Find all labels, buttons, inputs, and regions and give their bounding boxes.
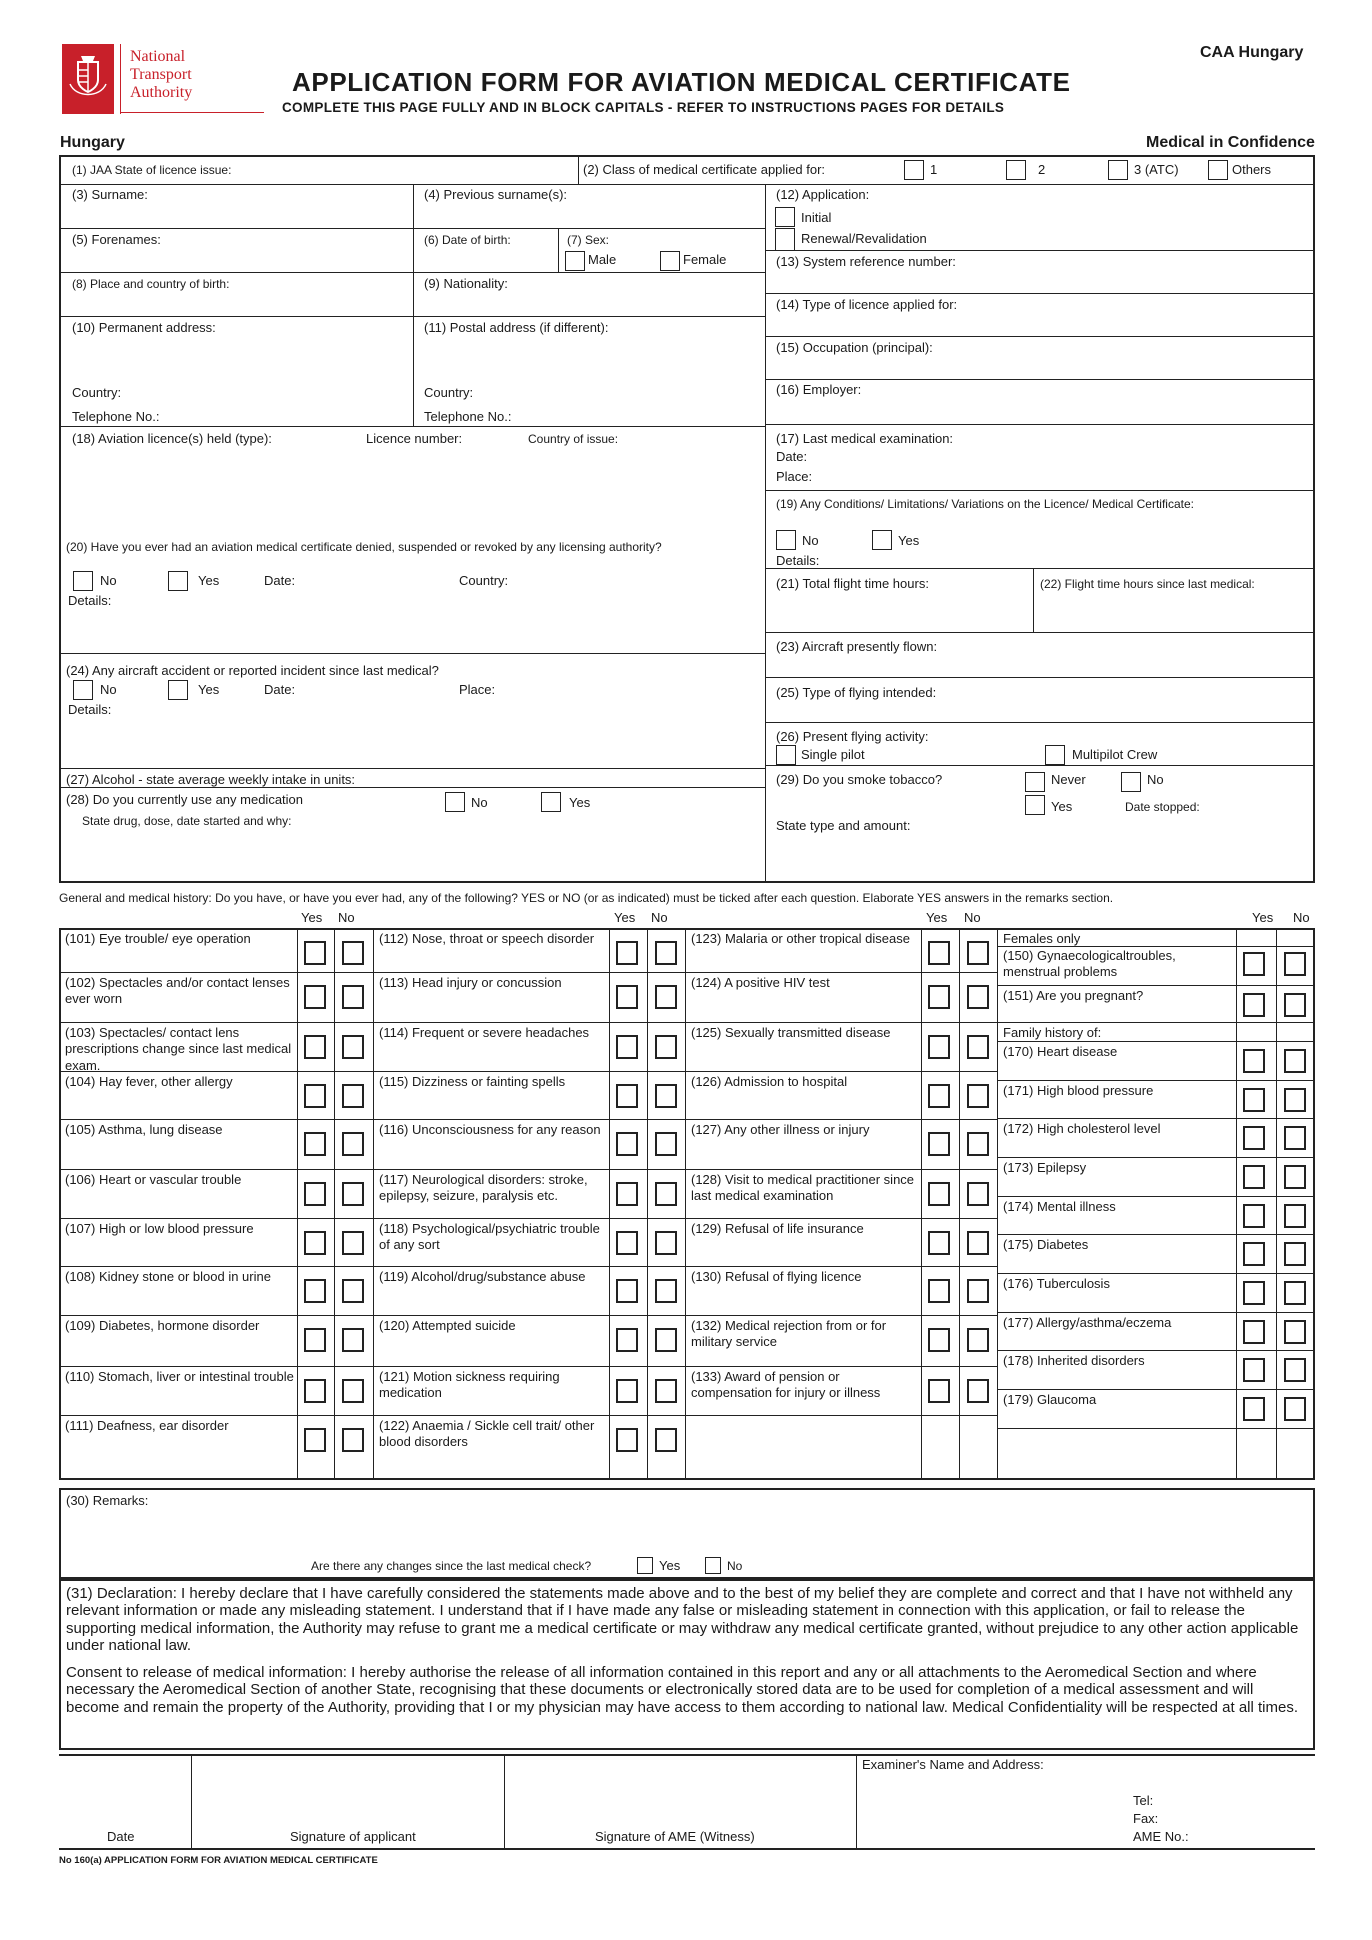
field-21-label: (21) Total flight time hours: [776, 576, 929, 591]
class-others-label: Others [1232, 162, 1272, 177]
grid-line [297, 928, 298, 1480]
col1-item: (109) Diabetes, hormone disorder [65, 1318, 260, 1333]
q150-label: (150) Gynaecologicaltroubles, menstrual problems [1003, 948, 1176, 980]
col2-item: (119) Alcohol/drug/substance abuse [379, 1269, 586, 1284]
col2-item: (113) Head injury or concussion [379, 975, 562, 990]
grid-line [997, 1118, 1315, 1119]
q20-date-label: Date: [264, 573, 296, 588]
class-1-checkbox[interactable] [904, 160, 924, 180]
grid-line [59, 1266, 997, 1267]
family-no-checkbox[interactable] [1284, 1320, 1306, 1344]
field-18-label: (18) Aviation licence(s) held (type): [72, 431, 272, 446]
history-no-checkbox[interactable] [967, 985, 989, 1009]
history-yes-checkbox[interactable] [928, 1182, 950, 1206]
q19-details-label: Details: [776, 553, 820, 568]
history-yes-checkbox[interactable] [928, 1132, 950, 1156]
grid-line [373, 928, 374, 1480]
history-no-checkbox[interactable] [655, 1328, 677, 1352]
family-history-item: (178) Inherited disorders [1003, 1353, 1145, 1368]
logo-text-line2: Transport [130, 66, 192, 83]
q24-details-label: Details: [68, 702, 112, 717]
col3-item: (132) Medical rejection from or for military service [691, 1318, 887, 1350]
q24-no-checkbox[interactable] [73, 680, 93, 700]
class-3-label: 3 (ATC) [1134, 162, 1179, 177]
q19-no-label: No [802, 533, 819, 548]
field-15-label: (15) Occupation (principal): [776, 340, 933, 355]
family-no-checkbox[interactable] [1284, 1242, 1306, 1266]
grid-line [334, 928, 335, 1480]
history-yes-checkbox[interactable] [304, 1379, 326, 1403]
field-4-label: (4) Previous surname(s): [424, 187, 568, 202]
col2-item: (120) Attempted suicide [379, 1318, 516, 1333]
examiner-tel-label: Tel: [1133, 1793, 1154, 1808]
col3-item: (127) Any other illness or injury [691, 1122, 870, 1137]
history-no-checkbox[interactable] [342, 1035, 364, 1059]
q20-details-label: Details: [68, 593, 112, 608]
field-11-label: (11) Postal address (if different): [424, 320, 609, 335]
field-20-label: (20) Have you ever had an aviation medical certificate denied, suspended or revoked by any licensing authority? [66, 540, 662, 554]
col1-item: (101) Eye trouble/ eye operation [65, 931, 251, 946]
col3-item: (126) Admission to hospital [691, 1074, 848, 1089]
single-pilot-label: Single pilot [801, 747, 865, 762]
col2-item: (117) Neurological disorders: stroke, epilepsy, seizure, paralysis etc. [379, 1172, 588, 1204]
field-22-label: (22) Flight time hours since last medical: [1040, 577, 1255, 591]
grid-line [59, 1218, 997, 1219]
history-yes-checkbox[interactable] [616, 941, 638, 965]
history-no-checkbox[interactable] [967, 1132, 989, 1156]
field-19-label: (19) Any Conditions/ Limitations/ Variations on the Licence/ Medical Certificate: [776, 497, 1194, 511]
history-yes-checkbox[interactable] [928, 941, 950, 965]
history-no-checkbox[interactable] [655, 1084, 677, 1108]
q19-no-checkbox[interactable] [776, 530, 796, 550]
application-initial-checkbox[interactable] [775, 207, 795, 227]
history-no-checkbox[interactable] [967, 1328, 989, 1352]
field-8-label: (8) Place and country of birth: [72, 277, 230, 291]
family-no-checkbox[interactable] [1284, 1126, 1306, 1150]
q20-no-checkbox[interactable] [73, 571, 93, 591]
yes-header-3: Yes [926, 910, 948, 925]
col1-item: (108) Kidney stone or blood in urine [65, 1269, 271, 1284]
field-25-label: (25) Type of flying intended: [776, 685, 937, 700]
remarks-section [59, 1488, 1315, 1579]
grid-line [997, 946, 1315, 947]
postal-phone-label: Telephone No.: [424, 409, 512, 424]
logo [62, 44, 264, 114]
ame-signature-label: Signature of AME (Witness) [595, 1829, 755, 1844]
field-26-label: (26) Present flying activity: [776, 729, 929, 744]
history-yes-checkbox[interactable] [616, 1182, 638, 1206]
licence-number-label: Licence number: [366, 431, 463, 446]
col1-item: (102) Spectacles and/or contact lenses ever worn [65, 975, 290, 1007]
q20-no-label: No [100, 573, 117, 588]
grid-line [997, 1312, 1315, 1313]
grid-line [997, 1080, 1315, 1081]
history-no-checkbox[interactable] [655, 1428, 677, 1452]
form-subtitle: COMPLETE THIS PAGE FULLY AND IN BLOCK CAPITALS - REFER TO INSTRUCTIONS PAGES FOR DETAILS [282, 100, 1005, 115]
q151-label: (151) Are you pregnant? [1003, 988, 1144, 1003]
application-initial-label: Initial [801, 210, 832, 225]
smoke-yes-checkbox[interactable] [1025, 795, 1045, 815]
family-yes-checkbox[interactable] [1243, 1397, 1265, 1421]
q24-no-label: No [100, 682, 117, 697]
history-no-checkbox[interactable] [655, 1231, 677, 1255]
q150-no-checkbox[interactable] [1284, 952, 1306, 976]
field-6-label: (6) Date of birth: [424, 233, 511, 247]
smoke-type-label: State type and amount: [776, 818, 911, 833]
family-no-checkbox[interactable] [1284, 1088, 1306, 1112]
field-29-label: (29) Do you smoke tobacco? [776, 772, 943, 787]
grid-line [997, 928, 998, 1480]
grid-line [685, 928, 686, 1480]
grid-line [59, 1415, 997, 1416]
q28-no-label: No [471, 795, 488, 810]
history-yes-checkbox[interactable] [304, 1035, 326, 1059]
history-no-checkbox[interactable] [342, 1182, 364, 1206]
field-28-label: (28) Do you currently use any medication [66, 792, 304, 807]
col2-item: (116) Unconsciousness for any reason [379, 1122, 601, 1137]
history-no-checkbox[interactable] [967, 1084, 989, 1108]
class-2-checkbox[interactable] [1006, 160, 1026, 180]
q28-yes-label: Yes [569, 795, 591, 810]
col3-item: (130) Refusal of flying licence [691, 1269, 862, 1284]
grid-line [921, 928, 922, 1480]
q151-no-checkbox[interactable] [1284, 993, 1306, 1017]
q151-yes-checkbox[interactable] [1243, 993, 1265, 1017]
class-others-checkbox[interactable] [1208, 160, 1228, 180]
sex-male-label: Male [588, 252, 617, 267]
family-no-checkbox[interactable] [1284, 1397, 1306, 1421]
history-no-checkbox[interactable] [967, 1379, 989, 1403]
col3-item: (129) Refusal of life insurance [691, 1221, 864, 1236]
history-no-checkbox[interactable] [967, 1035, 989, 1059]
col2-item: (118) Psychological/psychiatric trouble of any sort [379, 1221, 600, 1253]
grid-line [59, 1169, 997, 1170]
history-yes-checkbox[interactable] [304, 1132, 326, 1156]
permanent-phone-label: Telephone No.: [72, 409, 160, 424]
logo-text-line3: Authority [130, 84, 193, 101]
sex-female-checkbox[interactable] [660, 251, 680, 271]
grid-line [647, 928, 648, 1480]
date-stopped-label: Date stopped: [1125, 800, 1200, 814]
history-yes-checkbox[interactable] [616, 1132, 638, 1156]
yes-header-4: Yes [1252, 910, 1274, 925]
family-yes-checkbox[interactable] [1243, 1358, 1265, 1382]
changes-yes-label: Yes [659, 1558, 681, 1573]
history-yes-checkbox[interactable] [616, 1231, 638, 1255]
grid-line [997, 1022, 1315, 1023]
history-yes-checkbox[interactable] [304, 1182, 326, 1206]
family-no-checkbox[interactable] [1284, 1281, 1306, 1305]
col1-item: (111) Deafness, ear disorder [65, 1418, 229, 1433]
family-yes-checkbox[interactable] [1243, 1049, 1265, 1073]
examiner-label: Examiner's Name and Address: [862, 1757, 1044, 1772]
history-yes-checkbox[interactable] [304, 941, 326, 965]
history-no-checkbox[interactable] [342, 1279, 364, 1303]
country-heading: Hungary [60, 134, 125, 151]
history-no-checkbox[interactable] [655, 1182, 677, 1206]
examiner-fax-label: Fax: [1133, 1811, 1159, 1826]
grid-line [997, 1350, 1315, 1351]
history-no-checkbox[interactable] [342, 1379, 364, 1403]
q28-yes-checkbox[interactable] [541, 792, 561, 812]
history-no-checkbox[interactable] [342, 1328, 364, 1352]
family-yes-checkbox[interactable] [1243, 1088, 1265, 1112]
family-history-item: (173) Epilepsy [1003, 1160, 1087, 1175]
family-history-item: (175) Diabetes [1003, 1237, 1089, 1252]
family-no-checkbox[interactable] [1284, 1049, 1306, 1073]
field-23-label: (23) Aircraft presently flown: [776, 639, 938, 654]
changes-question: Are there any changes since the last medical check? [311, 1559, 592, 1573]
grid-line [1236, 928, 1237, 1480]
history-no-checkbox[interactable] [655, 1379, 677, 1403]
family-history-item: (170) Heart disease [1003, 1044, 1118, 1059]
date-signature-label: Date [107, 1829, 135, 1844]
changes-no-label: No [727, 1559, 743, 1573]
application-renewal-checkbox[interactable] [775, 228, 795, 250]
col3-item: (125) Sexually transmitted disease [691, 1025, 891, 1040]
history-no-checkbox[interactable] [342, 1132, 364, 1156]
family-no-checkbox[interactable] [1284, 1358, 1306, 1382]
medical-history-grid [59, 910, 1315, 1480]
declaration-text: (31) Declaration: I hereby declare that I have carefully considered the statements made above and to the best of my belief they are complete and correct and that I have not withheld any relevant information or made any misleading statement. I understand that if I have made any false or misleading statement in connection with this application, or fail to release the supporting medical information, the Authority may refuse to grant me a medical certificate or may withdraw any medical certificate granted, without prejudice to any other action applicable under national law. [66, 1585, 1299, 1655]
history-yes-checkbox[interactable] [304, 1428, 326, 1452]
field-1-label: (1) JAA State of licence issue: [72, 163, 232, 177]
permanent-country-label: Country: [72, 385, 122, 400]
history-yes-checkbox[interactable] [616, 1379, 638, 1403]
smoke-never-checkbox[interactable] [1025, 772, 1045, 792]
family-yes-checkbox[interactable] [1243, 1281, 1265, 1305]
field-17-label: (17) Last medical examination: [776, 431, 954, 446]
grid-line [997, 985, 1315, 986]
field-28-sub-label: State drug, dose, date started and why: [82, 814, 292, 828]
field-3-label: (3) Surname: [72, 187, 148, 202]
grid-line [997, 1389, 1315, 1390]
coat-of-arms-icon [62, 44, 114, 114]
history-yes-checkbox[interactable] [928, 985, 950, 1009]
field-5-label: (5) Forenames: [72, 232, 161, 247]
grid-line [609, 928, 610, 1480]
history-intro: General and medical history: Do you have, or have you ever had, any of the following? YES or NO (or as indicated) must be ticked after each question. Elaborate YES answers in the remarks section. [59, 891, 1114, 905]
history-yes-checkbox[interactable] [304, 1328, 326, 1352]
history-yes-checkbox[interactable] [928, 1379, 950, 1403]
q20-country-label: Country: [459, 573, 509, 588]
col1-item: (110) Stomach, liver or intestinal trouble [65, 1369, 294, 1384]
q19-yes-checkbox[interactable] [872, 530, 892, 550]
grid-line [997, 1157, 1315, 1158]
history-yes-checkbox[interactable] [928, 1328, 950, 1352]
field-16-label: (16) Employer: [776, 382, 862, 397]
field-13-label: (13) System reference number: [776, 254, 956, 269]
grid-line [59, 1119, 997, 1120]
class-2-label: 2 [1038, 162, 1046, 177]
application-renewal-label: Renewal/Revalidation [801, 231, 927, 246]
field-27-label: (27) Alcohol - state average weekly intake in units: [66, 772, 356, 787]
family-history-item: (171) High blood pressure [1003, 1083, 1154, 1098]
history-yes-checkbox[interactable] [928, 1035, 950, 1059]
grid-line [59, 1022, 997, 1023]
form-title: APPLICATION FORM FOR AVIATION MEDICAL CERTIFICATE [292, 67, 1071, 97]
q150-yes-checkbox[interactable] [1243, 952, 1265, 976]
history-no-checkbox[interactable] [342, 985, 364, 1009]
multipilot-label: Multipilot Crew [1072, 747, 1158, 762]
q24-yes-checkbox[interactable] [168, 680, 188, 700]
grid-line [997, 1196, 1315, 1197]
history-yes-checkbox[interactable] [304, 1279, 326, 1303]
no-header-1: No [338, 910, 355, 925]
col1-item: (106) Heart or vascular trouble [65, 1172, 242, 1187]
col2-item: (114) Frequent or severe headaches [379, 1025, 590, 1040]
history-no-checkbox[interactable] [967, 941, 989, 965]
history-no-checkbox[interactable] [655, 1279, 677, 1303]
history-no-checkbox[interactable] [655, 941, 677, 965]
history-yes-checkbox[interactable] [304, 1084, 326, 1108]
grid-line [59, 1315, 997, 1316]
q20-yes-label: Yes [198, 573, 220, 588]
applicant-signature-label: Signature of applicant [290, 1829, 416, 1844]
family-history-item: (172) High cholesterol level [1003, 1121, 1161, 1136]
col2-item: (121) Motion sickness requiring medication [379, 1369, 560, 1401]
grid-line [997, 1273, 1315, 1274]
last-medical-date-label: Date: [776, 449, 808, 464]
grid-line [997, 1234, 1315, 1235]
q28-no-checkbox[interactable] [445, 792, 465, 812]
family-yes-checkbox[interactable] [1243, 1204, 1265, 1228]
grid-line [997, 1428, 1315, 1429]
smoke-yes-label: Yes [1051, 799, 1073, 814]
changes-yes-checkbox[interactable] [637, 1557, 653, 1574]
history-yes-checkbox[interactable] [616, 985, 638, 1009]
smoke-no-label: No [1147, 772, 1164, 787]
history-yes-checkbox[interactable] [928, 1084, 950, 1108]
grid-line [59, 972, 997, 973]
history-no-checkbox[interactable] [967, 1182, 989, 1206]
confidential-label: Medical in Confidence [1146, 134, 1315, 151]
family-yes-checkbox[interactable] [1243, 1242, 1265, 1266]
field-12-label: (12) Application: [776, 187, 870, 202]
history-no-checkbox[interactable] [342, 1084, 364, 1108]
col2-item: (122) Anaemia / Sickle cell trait/ other blood disorders [379, 1418, 595, 1450]
col1-item: (104) Hay fever, other allergy [65, 1074, 233, 1089]
single-pilot-checkbox[interactable] [776, 745, 796, 765]
col3-item: (133) Award of pension or compensation for injury or illness [691, 1369, 881, 1401]
field-14-label: (14) Type of licence applied for: [776, 297, 958, 312]
history-no-checkbox[interactable] [655, 1132, 677, 1156]
country-of-issue-label: Country of issue: [528, 432, 619, 446]
smoke-no-checkbox[interactable] [1121, 772, 1141, 792]
field-30-label: (30) Remarks: [66, 1493, 149, 1508]
field-2-label: (2) Class of medical certificate applied for: [583, 162, 826, 177]
q24-date-label: Date: [264, 682, 296, 697]
col3-item: (123) Malaria or other tropical disease [691, 931, 910, 946]
family-history-item: (174) Mental illness [1003, 1199, 1116, 1214]
yes-header-1: Yes [301, 910, 323, 925]
changes-no-checkbox[interactable] [705, 1557, 721, 1574]
sex-male-checkbox[interactable] [565, 251, 585, 271]
col2-item: (115) Dizziness or fainting spells [379, 1074, 566, 1089]
col3-item: (124) A positive HIV test [691, 975, 830, 990]
grid-line [997, 1041, 1315, 1042]
family-history-item: (177) Allergy/asthma/eczema [1003, 1315, 1172, 1330]
history-no-checkbox[interactable] [655, 1035, 677, 1059]
multipilot-checkbox[interactable] [1045, 745, 1065, 765]
col1-item: (107) High or low blood pressure [65, 1221, 254, 1236]
history-no-checkbox[interactable] [967, 1279, 989, 1303]
col2-item: (112) Nose, throat or speech disorder [379, 931, 595, 946]
no-header-3: No [964, 910, 981, 925]
q20-yes-checkbox[interactable] [168, 571, 188, 591]
no-header-4: No [1293, 910, 1310, 925]
col1-item: (103) Spectacles/ contact lens prescriptions change since last medical exam. [65, 1025, 292, 1073]
history-yes-checkbox[interactable] [616, 1328, 638, 1352]
q24-place-label: Place: [459, 682, 496, 697]
field-24-label: (24) Any aircraft accident or reported incident since last medical? [66, 663, 439, 678]
class-3-checkbox[interactable] [1108, 160, 1128, 180]
postal-country-label: Country: [424, 385, 474, 400]
field-10-label: (10) Permanent address: [72, 320, 216, 335]
q19-yes-label: Yes [898, 533, 920, 548]
history-no-checkbox[interactable] [342, 1428, 364, 1452]
history-yes-checkbox[interactable] [928, 1231, 950, 1255]
females-only-label: Females only [1003, 931, 1081, 946]
history-yes-checkbox[interactable] [304, 1231, 326, 1255]
no-header-2: No [651, 910, 668, 925]
last-medical-place-label: Place: [776, 469, 813, 484]
grid-line [1276, 928, 1277, 1480]
history-yes-checkbox[interactable] [928, 1279, 950, 1303]
field-9-label: (9) Nationality: [424, 276, 508, 291]
history-no-checkbox[interactable] [342, 1231, 364, 1255]
col3-item: (128) Visit to medical practitioner since last medical examination [691, 1172, 915, 1204]
sex-female-label: Female [683, 252, 727, 267]
class-1-label: 1 [930, 162, 938, 177]
history-no-checkbox[interactable] [655, 985, 677, 1009]
logo-text-line1: National [130, 48, 186, 65]
q24-yes-label: Yes [198, 682, 220, 697]
history-no-checkbox[interactable] [967, 1231, 989, 1255]
grid-line [59, 1366, 997, 1367]
authority-label: CAA Hungary [1200, 44, 1304, 61]
history-yes-checkbox[interactable] [304, 985, 326, 1009]
grid-line [959, 928, 960, 1480]
yes-header-2: Yes [614, 910, 636, 925]
family-no-checkbox[interactable] [1284, 1165, 1306, 1189]
consent-text: Consent to release of medical information: I hereby authorise the release of all information contained in this report and any or all attachments to the Aeromedical Section and where necessary the Aeromedical Section of another State, recognising that these documents or electronically stored data are to be used for completion of a medical assessment and will become and remain the property of the Authority, providing that I or my physician may have access to them according to national law. Medical Confidentiality will be respected at all times. [66, 1664, 1299, 1716]
col1-item: (105) Asthma, lung disease [65, 1122, 223, 1137]
family-no-checkbox[interactable] [1284, 1204, 1306, 1228]
history-no-checkbox[interactable] [342, 941, 364, 965]
history-yes-checkbox[interactable] [616, 1279, 638, 1303]
smoke-never-label: Never [1051, 772, 1086, 787]
history-frame [59, 928, 1315, 1480]
family-yes-checkbox[interactable] [1243, 1320, 1265, 1344]
family-history-label: Family history of: [1003, 1025, 1102, 1040]
examiner-ame-no-label: AME No.: [1133, 1829, 1189, 1844]
field-7-label: (7) Sex: [567, 233, 610, 247]
family-history-item: (179) Glaucoma [1003, 1392, 1097, 1407]
history-yes-checkbox[interactable] [616, 1428, 638, 1452]
history-yes-checkbox[interactable] [616, 1035, 638, 1059]
family-history-item: (176) Tuberculosis [1003, 1276, 1110, 1291]
family-yes-checkbox[interactable] [1243, 1165, 1265, 1189]
family-yes-checkbox[interactable] [1243, 1126, 1265, 1150]
history-yes-checkbox[interactable] [616, 1084, 638, 1108]
form-footer: No 160(a) APPLICATION FORM FOR AVIATION MEDICAL CERTIFICATE [59, 1855, 378, 1866]
